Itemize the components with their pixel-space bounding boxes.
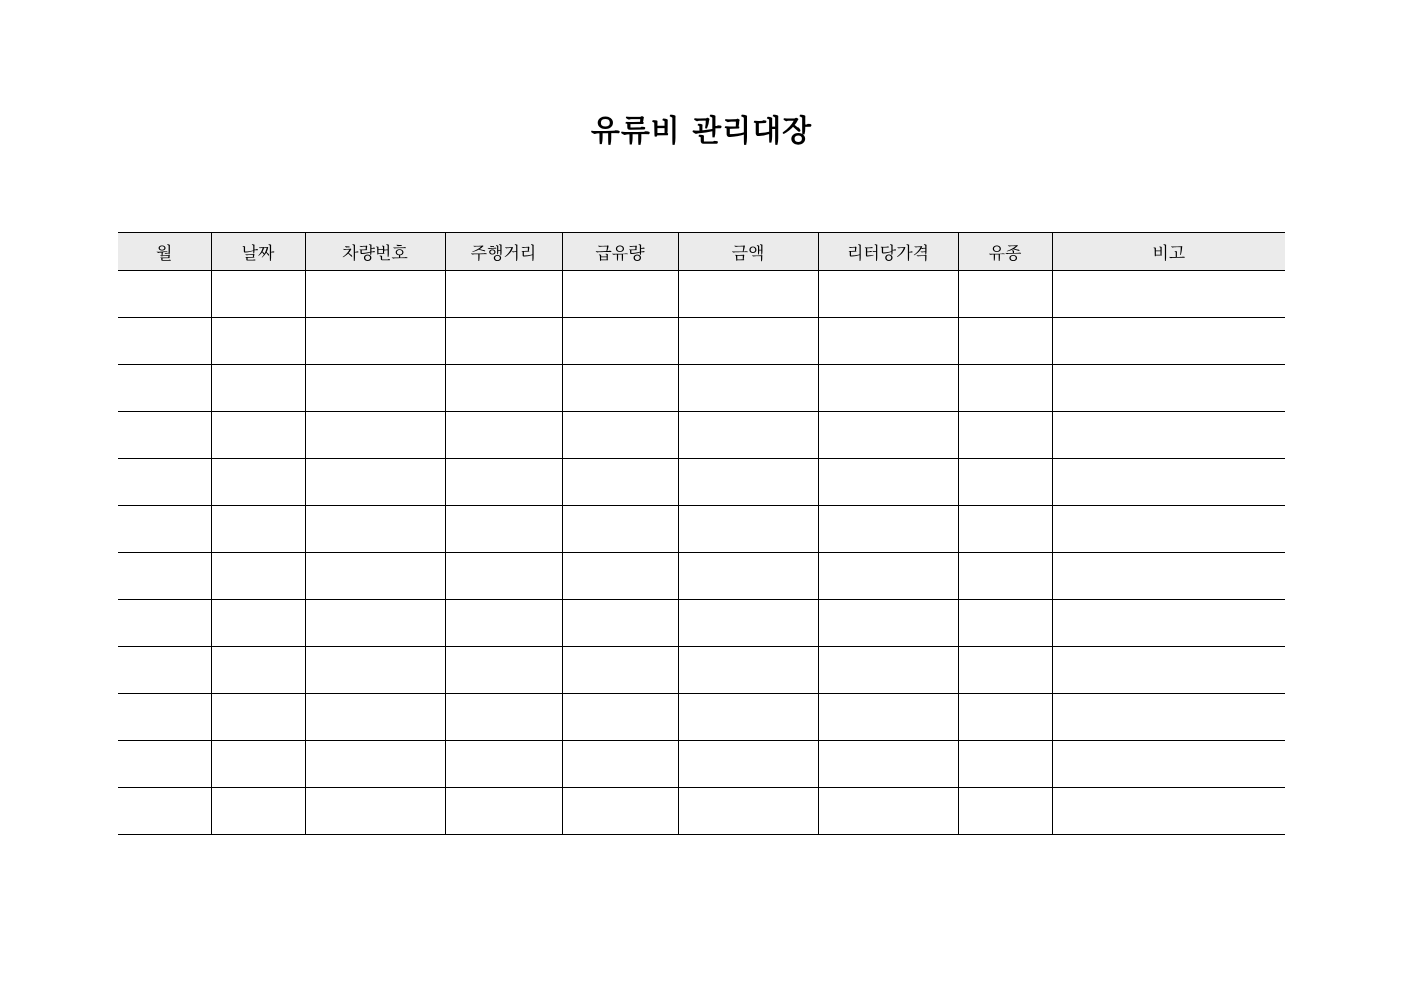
cell-cost[interactable] xyxy=(678,647,818,694)
cell-price-per-liter[interactable] xyxy=(818,506,958,553)
table-row xyxy=(118,459,1285,506)
cell-month[interactable] xyxy=(118,271,211,318)
cell-month[interactable] xyxy=(118,506,211,553)
document-title: 유류비 관리대장 xyxy=(590,114,813,149)
cell-fuel-amount[interactable] xyxy=(562,741,678,788)
table-row xyxy=(118,788,1285,835)
table-row xyxy=(118,600,1285,647)
column-header-vehicle-number: 차량번호 xyxy=(305,233,445,271)
cell-cost[interactable] xyxy=(678,741,818,788)
column-header-date: 날짜 xyxy=(211,233,305,271)
cell-month[interactable] xyxy=(118,788,211,835)
cell-remarks[interactable] xyxy=(1052,365,1285,412)
table-header-row xyxy=(118,233,1285,271)
cell-vehicle-number[interactable] xyxy=(305,647,445,694)
cell-date[interactable] xyxy=(211,318,305,365)
cell-mileage[interactable] xyxy=(445,365,562,412)
cell-price-per-liter[interactable] xyxy=(818,365,958,412)
cell-cost[interactable] xyxy=(678,506,818,553)
cell-mileage[interactable] xyxy=(445,600,562,647)
cell-fuel-type[interactable] xyxy=(958,318,1052,365)
cell-vehicle-number[interactable] xyxy=(305,459,445,506)
cell-mileage[interactable] xyxy=(445,553,562,600)
cell-mileage[interactable] xyxy=(445,506,562,553)
cell-date[interactable] xyxy=(211,553,305,600)
cell-mileage[interactable] xyxy=(445,694,562,741)
cell-fuel-amount[interactable] xyxy=(562,647,678,694)
cell-remarks[interactable] xyxy=(1052,412,1285,459)
cell-month[interactable] xyxy=(118,318,211,365)
cell-mileage[interactable] xyxy=(445,271,562,318)
cell-month[interactable] xyxy=(118,694,211,741)
cell-price-per-liter[interactable] xyxy=(818,271,958,318)
cell-fuel-type[interactable] xyxy=(958,553,1052,600)
table-row xyxy=(118,647,1285,694)
cell-mileage[interactable] xyxy=(445,459,562,506)
cell-month[interactable] xyxy=(118,365,211,412)
cell-cost[interactable] xyxy=(678,459,818,506)
cell-date[interactable] xyxy=(211,412,305,459)
cell-fuel-amount[interactable] xyxy=(562,271,678,318)
cell-fuel-type[interactable] xyxy=(958,271,1052,318)
cell-date[interactable] xyxy=(211,506,305,553)
cell-month[interactable] xyxy=(118,459,211,506)
cell-vehicle-number[interactable] xyxy=(305,694,445,741)
column-header-fuel-amount: 급유량 xyxy=(562,233,678,271)
cell-remarks[interactable] xyxy=(1052,741,1285,788)
table-row xyxy=(118,506,1285,553)
cell-vehicle-number[interactable] xyxy=(305,788,445,835)
table-row xyxy=(118,741,1285,788)
cell-mileage[interactable] xyxy=(445,318,562,365)
cell-fuel-amount[interactable] xyxy=(562,788,678,835)
cell-mileage[interactable] xyxy=(445,788,562,835)
cell-fuel-amount[interactable] xyxy=(562,365,678,412)
cell-vehicle-number[interactable] xyxy=(305,741,445,788)
cell-cost[interactable] xyxy=(678,412,818,459)
cell-fuel-type[interactable] xyxy=(958,600,1052,647)
column-header-mileage: 주행거리 xyxy=(445,233,562,271)
table-row xyxy=(118,553,1285,600)
cell-remarks[interactable] xyxy=(1052,318,1285,365)
table-row xyxy=(118,694,1285,741)
cell-mileage[interactable] xyxy=(445,741,562,788)
cell-remarks[interactable] xyxy=(1052,788,1285,835)
cell-vehicle-number[interactable] xyxy=(305,365,445,412)
cell-price-per-liter[interactable] xyxy=(818,741,958,788)
cell-fuel-type[interactable] xyxy=(958,412,1052,459)
cell-mileage[interactable] xyxy=(445,647,562,694)
cell-vehicle-number[interactable] xyxy=(305,553,445,600)
cell-date[interactable] xyxy=(211,741,305,788)
cell-fuel-amount[interactable] xyxy=(562,694,678,741)
cell-fuel-type[interactable] xyxy=(958,788,1052,835)
cell-cost[interactable] xyxy=(678,694,818,741)
column-header-fuel-type: 유종 xyxy=(958,233,1052,271)
cell-fuel-amount[interactable] xyxy=(562,506,678,553)
cell-fuel-amount[interactable] xyxy=(562,318,678,365)
cell-date[interactable] xyxy=(211,788,305,835)
cell-remarks[interactable] xyxy=(1052,506,1285,553)
fuel-expense-ledger-table xyxy=(118,232,1285,835)
cell-vehicle-number[interactable] xyxy=(305,271,445,318)
cell-vehicle-number[interactable] xyxy=(305,600,445,647)
table-row xyxy=(118,271,1285,318)
cell-vehicle-number[interactable] xyxy=(305,318,445,365)
cell-date[interactable] xyxy=(211,365,305,412)
cell-price-per-liter[interactable] xyxy=(818,600,958,647)
cell-price-per-liter[interactable] xyxy=(818,412,958,459)
cell-fuel-amount[interactable] xyxy=(562,412,678,459)
cell-remarks[interactable] xyxy=(1052,647,1285,694)
cell-month[interactable] xyxy=(118,412,211,459)
cell-date[interactable] xyxy=(211,694,305,741)
table-row xyxy=(118,412,1285,459)
cell-fuel-type[interactable] xyxy=(958,694,1052,741)
column-header-price-per-liter: 리터당가격 xyxy=(818,233,958,271)
cell-fuel-amount[interactable] xyxy=(562,459,678,506)
cell-price-per-liter[interactable] xyxy=(818,553,958,600)
cell-month[interactable] xyxy=(118,647,211,694)
cell-month[interactable] xyxy=(118,553,211,600)
column-header-cost: 금액 xyxy=(678,233,818,271)
cell-date[interactable] xyxy=(211,271,305,318)
cell-price-per-liter[interactable] xyxy=(818,694,958,741)
cell-month[interactable] xyxy=(118,741,211,788)
cell-date[interactable] xyxy=(211,647,305,694)
cell-cost[interactable] xyxy=(678,600,818,647)
cell-date[interactable] xyxy=(211,600,305,647)
table-row xyxy=(118,365,1285,412)
cell-month[interactable] xyxy=(118,600,211,647)
cell-remarks[interactable] xyxy=(1052,694,1285,741)
cell-fuel-type[interactable] xyxy=(958,741,1052,788)
cell-cost[interactable] xyxy=(678,318,818,365)
column-header-month: 월 xyxy=(118,233,211,271)
cell-fuel-amount[interactable] xyxy=(562,553,678,600)
cell-cost[interactable] xyxy=(678,788,818,835)
table-row xyxy=(118,318,1285,365)
cell-fuel-type[interactable] xyxy=(958,365,1052,412)
cell-date[interactable] xyxy=(211,459,305,506)
cell-cost[interactable] xyxy=(678,365,818,412)
column-header-remarks: 비고 xyxy=(1052,233,1285,271)
cell-vehicle-number[interactable] xyxy=(305,506,445,553)
cell-price-per-liter[interactable] xyxy=(818,647,958,694)
cell-price-per-liter[interactable] xyxy=(818,788,958,835)
cell-remarks[interactable] xyxy=(1052,600,1285,647)
cell-price-per-liter[interactable] xyxy=(818,459,958,506)
cell-cost[interactable] xyxy=(678,271,818,318)
cell-fuel-type[interactable] xyxy=(958,459,1052,506)
cell-fuel-amount[interactable] xyxy=(562,600,678,647)
cell-cost[interactable] xyxy=(678,553,818,600)
cell-remarks[interactable] xyxy=(1052,553,1285,600)
cell-vehicle-number[interactable] xyxy=(305,412,445,459)
cell-fuel-type[interactable] xyxy=(958,647,1052,694)
cell-mileage[interactable] xyxy=(445,412,562,459)
cell-remarks[interactable] xyxy=(1052,271,1285,318)
cell-fuel-type[interactable] xyxy=(958,506,1052,553)
cell-price-per-liter[interactable] xyxy=(818,318,958,365)
cell-remarks[interactable] xyxy=(1052,459,1285,506)
